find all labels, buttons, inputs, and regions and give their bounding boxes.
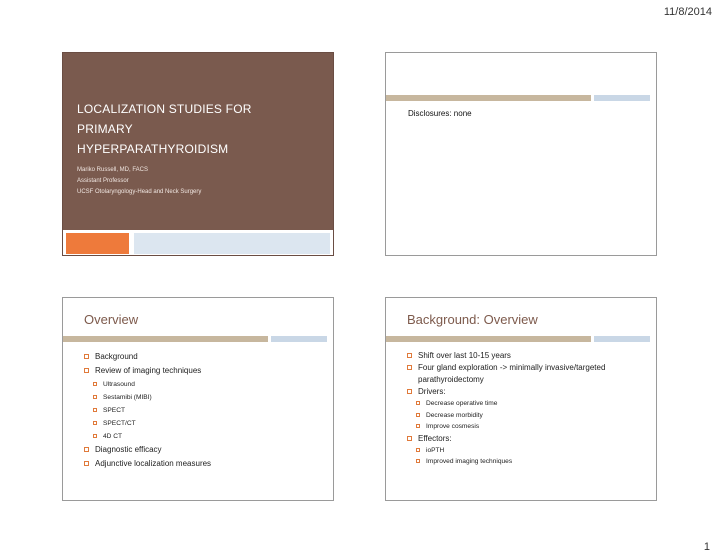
sub-bullet-item bbox=[84, 391, 324, 404]
header-bar bbox=[386, 336, 656, 342]
sub-bullet-item bbox=[84, 430, 324, 443]
sub-bullet-item bbox=[407, 445, 647, 457]
sub-bullet-item bbox=[407, 410, 647, 422]
author-name: Mariko Russell, MD, FACS bbox=[77, 167, 149, 173]
square-bullet-icon bbox=[416, 448, 420, 452]
bullet-text: Shift over last 10-15 years bbox=[418, 351, 511, 360]
slide-1-title bbox=[77, 99, 307, 159]
square-bullet-icon bbox=[93, 395, 97, 399]
square-bullet-icon bbox=[84, 354, 89, 359]
author-block bbox=[77, 165, 201, 198]
square-bullet-icon bbox=[416, 424, 420, 428]
bullet-text: Decrease morbidity bbox=[426, 411, 483, 419]
bullet-text: Ultrasound bbox=[103, 381, 135, 388]
sub-bullet-item bbox=[84, 378, 324, 391]
bullet-text: Improve cosmesis bbox=[426, 423, 480, 430]
orange-accent-block bbox=[66, 233, 129, 254]
bar-blue-segment bbox=[594, 95, 650, 101]
bullet-text: Diagnostic efficacy bbox=[95, 445, 162, 454]
bullet-list bbox=[84, 350, 324, 471]
bullet-text: Review of imaging techniques bbox=[95, 366, 202, 375]
slide-disclosures bbox=[385, 52, 657, 256]
square-bullet-icon bbox=[93, 382, 97, 386]
disclosures-text: Disclosures: none bbox=[408, 109, 472, 118]
bar-tan-segment bbox=[386, 336, 591, 342]
square-bullet-icon bbox=[407, 365, 412, 370]
sub-bullet-item bbox=[407, 398, 647, 410]
sub-bullet-item bbox=[407, 421, 647, 433]
bullet-item bbox=[84, 350, 324, 364]
bullet-text: Background bbox=[95, 352, 138, 361]
bullet-item bbox=[407, 362, 647, 386]
slide-title-slide bbox=[62, 52, 334, 256]
bullet-text: Four gland exploration -> minimally invasive/targeted parathyroidectomy bbox=[418, 363, 606, 384]
square-bullet-icon bbox=[407, 353, 412, 358]
bullet-text: 4D CT bbox=[103, 433, 123, 440]
bullet-text: Decrease operative time bbox=[426, 400, 498, 407]
slide-heading: Background: Overview bbox=[407, 312, 538, 327]
title-line: LOCALIZATION STUDIES FOR bbox=[77, 102, 252, 116]
square-bullet-icon bbox=[416, 459, 420, 463]
square-bullet-icon bbox=[93, 421, 97, 425]
sub-bullet-item bbox=[407, 456, 647, 468]
bullet-text: SPECT/CT bbox=[103, 420, 136, 427]
bar-blue-segment bbox=[594, 336, 650, 342]
square-bullet-icon bbox=[84, 461, 89, 466]
header-bar bbox=[386, 95, 656, 101]
title-line: PRIMARY bbox=[77, 122, 133, 136]
bar-tan-segment bbox=[63, 336, 268, 342]
bullet-text: Adjunctive localization measures bbox=[95, 459, 212, 468]
bullet-item bbox=[407, 386, 647, 398]
sub-bullet-item bbox=[84, 404, 324, 417]
slide-heading: Overview bbox=[84, 312, 139, 327]
bar-tan-segment bbox=[386, 95, 591, 101]
square-bullet-icon bbox=[407, 389, 412, 394]
footer-strip bbox=[63, 230, 333, 256]
square-bullet-icon bbox=[416, 401, 420, 405]
bullet-text: SPECT bbox=[103, 407, 125, 414]
bullet-text: Improved imaging techniques bbox=[426, 458, 513, 465]
slide-background-overview bbox=[385, 297, 657, 501]
square-bullet-icon bbox=[84, 447, 89, 452]
bar-blue-segment bbox=[271, 336, 327, 342]
bullet-text: ioPTH bbox=[426, 446, 445, 454]
page-number: 1 bbox=[703, 541, 710, 553]
title-line: HYPERPARATHYROIDISM bbox=[77, 142, 229, 156]
bullet-text: Drivers: bbox=[418, 387, 446, 396]
blue-accent-block bbox=[134, 233, 330, 254]
bullet-item bbox=[84, 457, 324, 471]
bullet-text: Sestamibi (MIBI) bbox=[103, 394, 152, 401]
square-bullet-icon bbox=[84, 368, 89, 373]
bullet-list bbox=[407, 350, 647, 468]
author-department: UCSF Otolaryngology-Head and Neck Surgery bbox=[77, 189, 202, 195]
bullet-item bbox=[407, 350, 647, 362]
author-position: Assistant Professor bbox=[77, 178, 129, 184]
sub-bullet-item bbox=[84, 417, 324, 430]
square-bullet-icon bbox=[93, 408, 97, 412]
bullet-item bbox=[407, 433, 647, 445]
square-bullet-icon bbox=[407, 436, 412, 441]
square-bullet-icon bbox=[416, 413, 420, 417]
header-date: 11/8/2014 bbox=[663, 6, 712, 18]
bullet-item bbox=[84, 443, 324, 457]
square-bullet-icon bbox=[93, 434, 97, 438]
bullet-item bbox=[84, 364, 324, 378]
bullet-text: Effectors: bbox=[418, 433, 452, 443]
header-bar bbox=[63, 336, 333, 342]
slide-overview bbox=[62, 297, 334, 501]
